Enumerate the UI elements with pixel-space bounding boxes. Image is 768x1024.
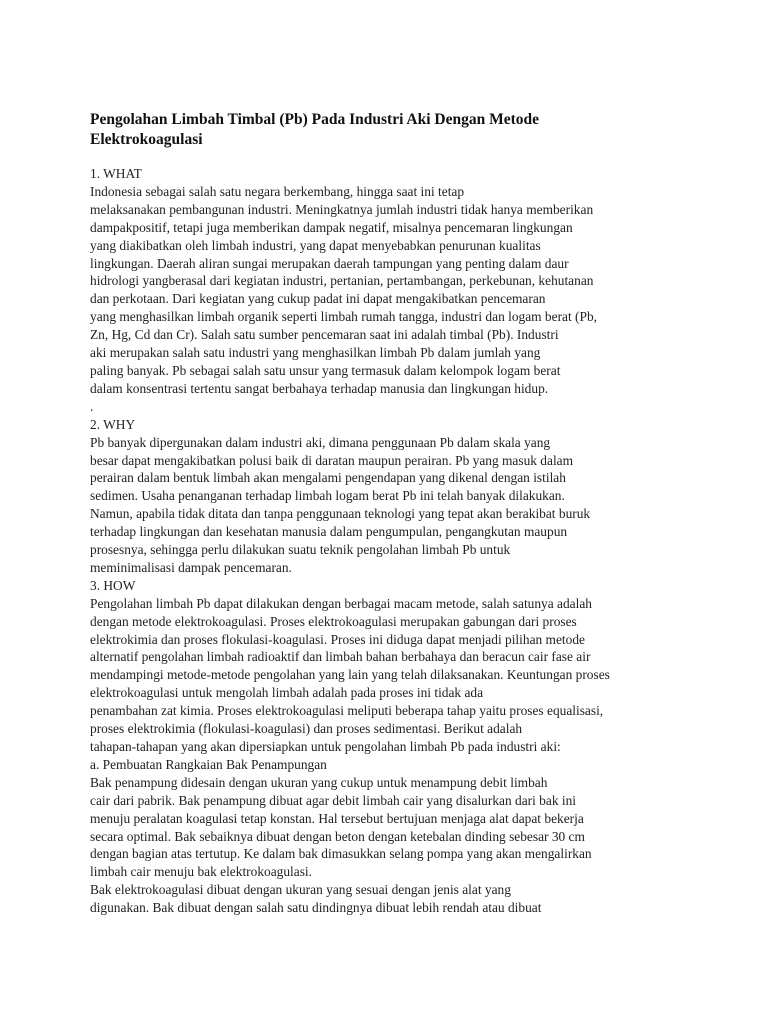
text-line: 3. HOW [90,577,136,593]
text-line: limbah cair menuju bak elektrokoagulasi. [90,864,312,880]
text-line: menuju peralatan koagulasi tetap konstan. Hal tersebut bertujuan menjaga alat dapat bekerja [90,810,584,826]
text-line: elektrokimia dan proses flokulasi-koagulasi. Proses ini diduga dapat menjadi pilihan metode [90,631,585,647]
text-line: alternatif pengolahan limbah radioaktif dan limbah bahan berbahaya dan beracun cair fase air [90,649,591,665]
text-line: mendampingi metode-metode pengolahan yang lain yang telah dilaksanakan. Keuntungan proses [90,667,610,683]
text-line: Pengolahan limbah Pb dapat dilakukan dengan berbagai macam metode, salah satunya adalah [90,595,592,611]
text-line: penambahan zat kimia. Proses elektrokoagulasi meliputi beberapa tahap yaitu proses equalisasi, [90,703,604,719]
text-line: dengan metode elektrokoagulasi. Proses elektrokoagulasi merupakan gabungan dari proses [90,613,577,629]
text-line: . [90,398,94,414]
text-line: prosesnya, sehingga perlu dilakukan suatu teknik pengolahan limbah Pb untuk [90,542,511,558]
text-line: paling banyak. Pb sebagai salah satu unsur yang termasuk dalam kelompok logam berat [90,362,561,378]
text-line: elektrokoagulasi untuk mengolah limbah adalah pada proses ini tidak ada [90,685,484,701]
text-line: dan perkotaan. Dari kegiatan yang cukup padat ini dapat mengakibatkan pencemaran [90,291,546,307]
text-line: melaksanakan pembangunan industri. Meningkatnya jumlah industri tidak hanya memberikan [90,201,594,217]
text-line: Pb banyak dipergunakan dalam industri aki, dimana penggunaan Pb dalam skala yang [90,434,551,450]
text-line: perairan dalam bentuk limbah akan mengalami pengendapan yang dikenal dengan istilah [90,470,566,486]
text-line: lingkungan. Daerah aliran sungai merupakan daerah tampungan yang penting dalam daur [90,255,569,271]
text-line: Indonesia sebagai salah satu negara berkembang, hingga saat ini tetap [90,183,465,199]
document-title [90,110,690,150]
text-line: dampakpositif, tetapi juga memberikan dampak negatif, misalnya pencemaran lingkungan [90,219,573,235]
text-line: terhadap lingkungan dan kesehatan manusia dalam pengumpulan, pengangkutan maupun [90,524,568,540]
text-line: sedimen. Usaha penanganan terhadap limbah logam berat Pb ini telah banyak dilakukan. [90,488,565,504]
text-line: aki merupakan salah satu industri yang menghasilkan limbah Pb dalam jumlah yang [90,345,541,361]
document-body [90,165,690,917]
document-page [90,110,690,917]
text-line: Zn, Hg, Cd dan Cr). Salah satu sumber pencemaran saat ini adalah timbal (Pb). Industri [90,327,559,343]
text-line: dengan bagian atas tertutup. Ke dalam bak dimasukkan selang pompa yang akan mengalirkan [90,846,592,862]
text-line: Bak elektrokoagulasi dibuat dengan ukuran yang sesuai dengan jenis alat yang [90,882,511,898]
text-line: secara optimal. Bak sebaiknya dibuat dengan beton dengan ketebalan dinding sebesar 30 cm [90,828,585,844]
text-line: a. Pembuatan Rangkaian Bak Penampungan [90,756,327,772]
text-line: tahapan-tahapan yang akan dipersiapkan untuk pengolahan limbah Pb pada industri aki: [90,739,561,754]
text-line: meminimalisasi dampak pencemaran. [90,559,292,575]
text-line: digunakan. Bak dibuat dengan salah satu dindingnya dibuat lebih rendah atau dibuat [90,900,542,916]
text-line: dalam konsentrasi tertentu sangat berbahaya terhadap manusia dan lingkungan hidup. [90,380,549,396]
text-line: yang diakibatkan oleh limbah industri, yang dapat menyebabkan penurunan kualitas [90,237,541,253]
text-line: yang menghasilkan limbah organik seperti limbah rumah tangga, industri dan logam berat (Pb, [90,309,597,325]
text-line: Namun, apabila tidak ditata dan tanpa penggunaan teknologi yang tepat akan berakibat buruk [90,506,591,522]
title-line: Pengolahan Limbah Timbal (Pb) Pada Industri Aki Dengan Metode [90,111,540,128]
text-line: cair dari pabrik. Bak penampung dibuat agar debit limbah cair yang disalurkan dari bak ini [90,792,576,808]
text-line: hidrologi yangberasal dari kegiatan industri, pertanian, pertambangan, perkebunan, kehutanan [90,273,594,289]
text-line: 2. WHY [90,416,136,432]
text-line: 1. WHAT [90,166,142,181]
text-line: proses elektrokimia (flokulasi-koagulasi) dan proses sedimentasi. Berikut adalah [90,721,523,737]
text-line: besar dapat mengakibatkan polusi baik di daratan maupun perairan. Pb yang masuk dalam [90,452,574,468]
text-line: Bak penampung didesain dengan ukuran yang cukup untuk menampung debit limbah [90,774,548,790]
title-line: Elektrokoagulasi [90,131,203,148]
